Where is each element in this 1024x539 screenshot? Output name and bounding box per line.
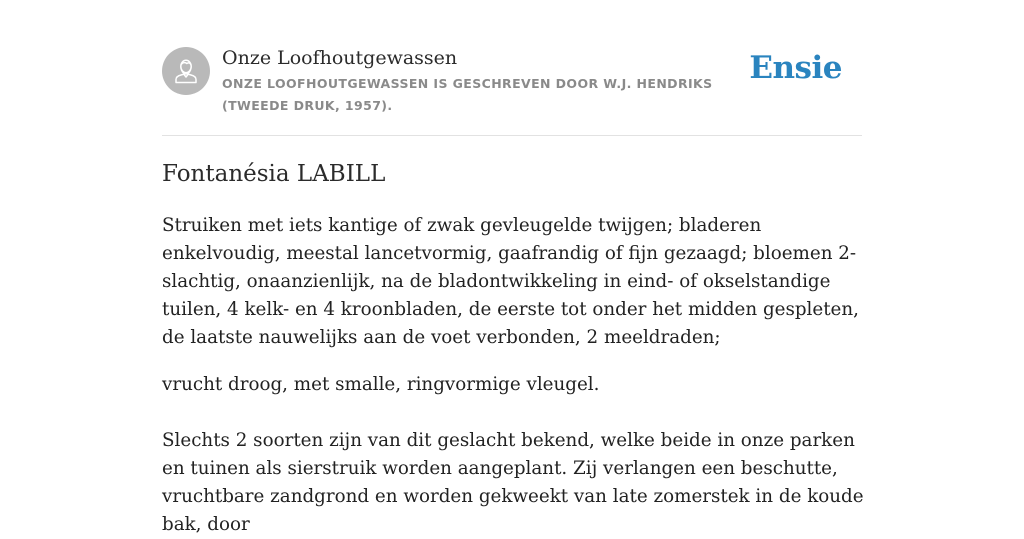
- article-title: Fontanésia LABILL: [162, 161, 386, 187]
- avatar[interactable]: [162, 47, 210, 95]
- source-description: ONZE LOOFHOUTGEWASSEN IS GESCHREVEN DOOR W.J. HENDRIKS (TWEEDE DRUK, 1957).: [222, 76, 713, 113]
- brand-logo[interactable]: Ensie: [749, 50, 842, 86]
- divider: [162, 135, 862, 136]
- article-paragraph: Slechts 2 soorten zijn van dit geslacht bekend, welke beide in onze parken en tuinen als sierstruik worden aangeplant. Zij verlangen een beschutte, vruchtbare zandgrond en worden gekweekt van late zomerstek in de koude bak, door: [162, 430, 864, 535]
- source-header: [162, 46, 862, 118]
- article: [162, 156, 864, 539]
- source-title[interactable]: Onze Loofhoutgewassen: [222, 47, 458, 69]
- article-paragraph: vrucht droog, met smalle, ringvormige vleugel.: [162, 374, 600, 395]
- article-paragraph: Struiken met iets kantige of zwak gevleugelde twijgen; bladeren enkelvoudig, meestal lancetvormig, gaafrandig of fijn gezaagd; bloemen 2-slachtig, onaanzienlijk, na de bladontwikkeling in eind- of okselstandige tuilen, 4 kelk- en 4 kroonbladen, de eerste tot onder het midden gespleten, de laatste nauwelijks aan de voet verbonden, 2 meeldraden;: [162, 215, 859, 348]
- user-silhouette-icon: [162, 47, 210, 95]
